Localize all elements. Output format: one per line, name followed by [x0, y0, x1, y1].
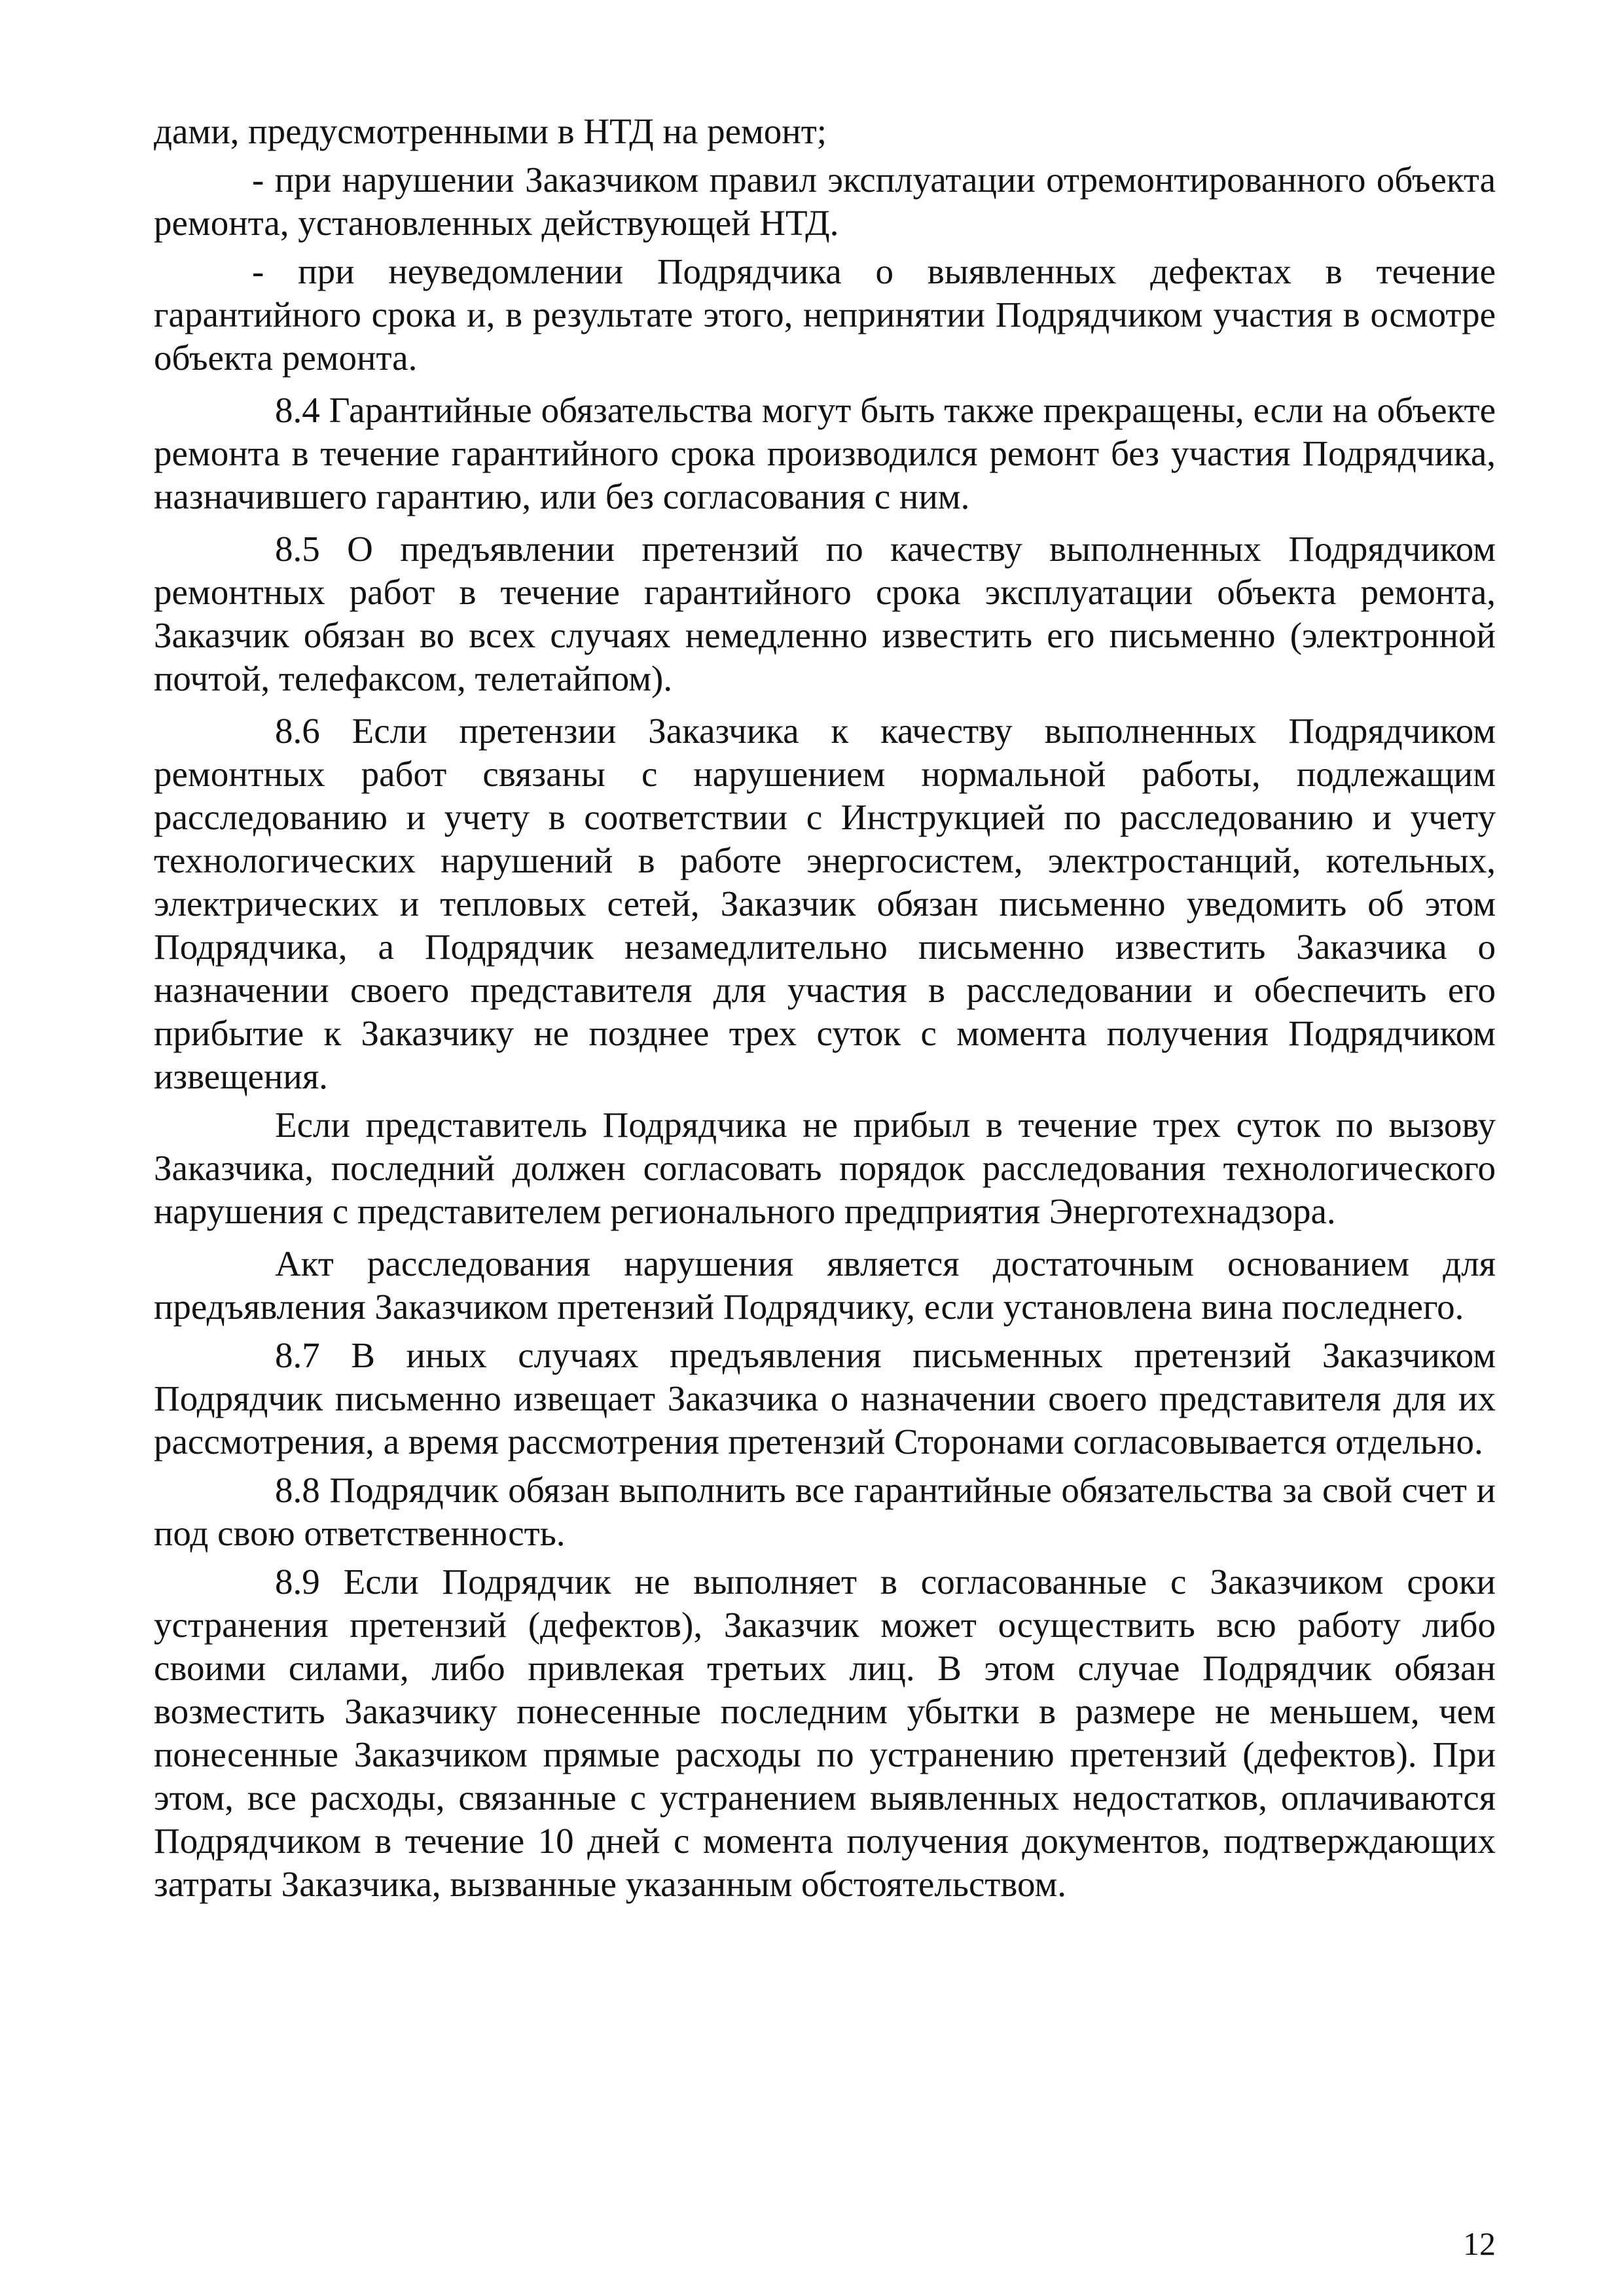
paragraph-investigation-act: Акт расследования нарушения является достаточным основанием для предъявления Заказчиком претензий Подрядчику, если установлена вина последнего.: [154, 1244, 1496, 1327]
document-body: [154, 110, 1496, 1911]
paragraph-clause-8-8: 8.8 Подрядчик обязан выполнить все гарантийные обязательства за свой счет и под свою ответственность.: [154, 1470, 1496, 1553]
paragraph-clause-8-7: 8.7 В иных случаях предъявления письменных претензий Заказчиком Подрядчик письменно извещает Заказчика о назначении своего представителя для их рассмотрения, а время рассмотрения претензий Сторонами согласовывается отдельно.: [154, 1335, 1496, 1462]
paragraph-clause-8-9: 8.9 Если Подрядчик не выполняет в согласованные с Заказчиком сроки устранения претензий (дефектов), Заказчик может осуществить всю работу либо своими силами, либо привлекая третьих лиц. В этом случае Подрядчик обязан возместить Заказчику понесенные последним убытки в размере не меньшем, чем понесенные Заказчиком прямые расходы по устранению претензий (дефектов). При этом, все расходы, связанные с устранением выявленных недостатков, оплачиваются Подрядчиком в течение 10 дней с момента получения документов, подтверждающих затраты Заказчика, вызванные указанным обстоятельством.: [154, 1562, 1496, 1904]
paragraph-clause-8-4: 8.4 Гарантийные обязательства могут быть также прекращены, если на объекте ремонта в течение гарантийного срока производился ремонт без участия Подрядчика, назначившего гарантию, или без согласования с ним.: [154, 390, 1496, 516]
paragraph-continuation: дами, предусмотренными в НТД на ремонт;: [154, 111, 827, 151]
paragraph-clause-8-6: 8.6 Если претензии Заказчика к качеству выполненных Подрядчиком ремонтных работ связаны с нарушением нормальной работы, подлежащим расследованию и учету в соответствии с Инструкцией по расследованию и учету технологических нарушений в работе энергосистем, электростанций, котельных, электрических и тепловых сетей, Заказчик обязан письменно уведомить об этом Подрядчика, а Подрядчик незамедлительно письменно известить Заказчика о назначении своего представителя для участия в расследовании и обеспечить его прибытие к Заказчику не позднее трех суток с момента получения Подрядчиком извещения.: [154, 711, 1496, 1096]
paragraph-clause-8-5: 8.5 О предъявлении претензий по качеству выполненных Подрядчиком ремонтных работ в течение гарантийного срока эксплуатации объекта ремонта, Заказчик обязан во всех случаях немедленно известить его письменно (электронной почтой, телефаксом, телетайпом).: [154, 529, 1496, 698]
paragraph-list-item-rules-violation: - при нарушении Заказчиком правил эксплуатации отремонтированного объекта ремонта, установленных действующей НТД.: [154, 160, 1496, 243]
page-number: 12: [1463, 2225, 1496, 2262]
paragraph-list-item-non-notification: - при неуведомлении Подрядчика о выявленных дефектах в течение гарантийного срока и, в результате этого, непринятии Подрядчиком участия в осмотре объекта ремонта.: [154, 251, 1496, 378]
paragraph-representative-absent: Если представитель Подрядчика не прибыл в течение трех суток по вызову Заказчика, последний должен согласовать порядок расследования технологического нарушения с представителем регионального предприятия Энерготехнадзора.: [154, 1105, 1496, 1231]
